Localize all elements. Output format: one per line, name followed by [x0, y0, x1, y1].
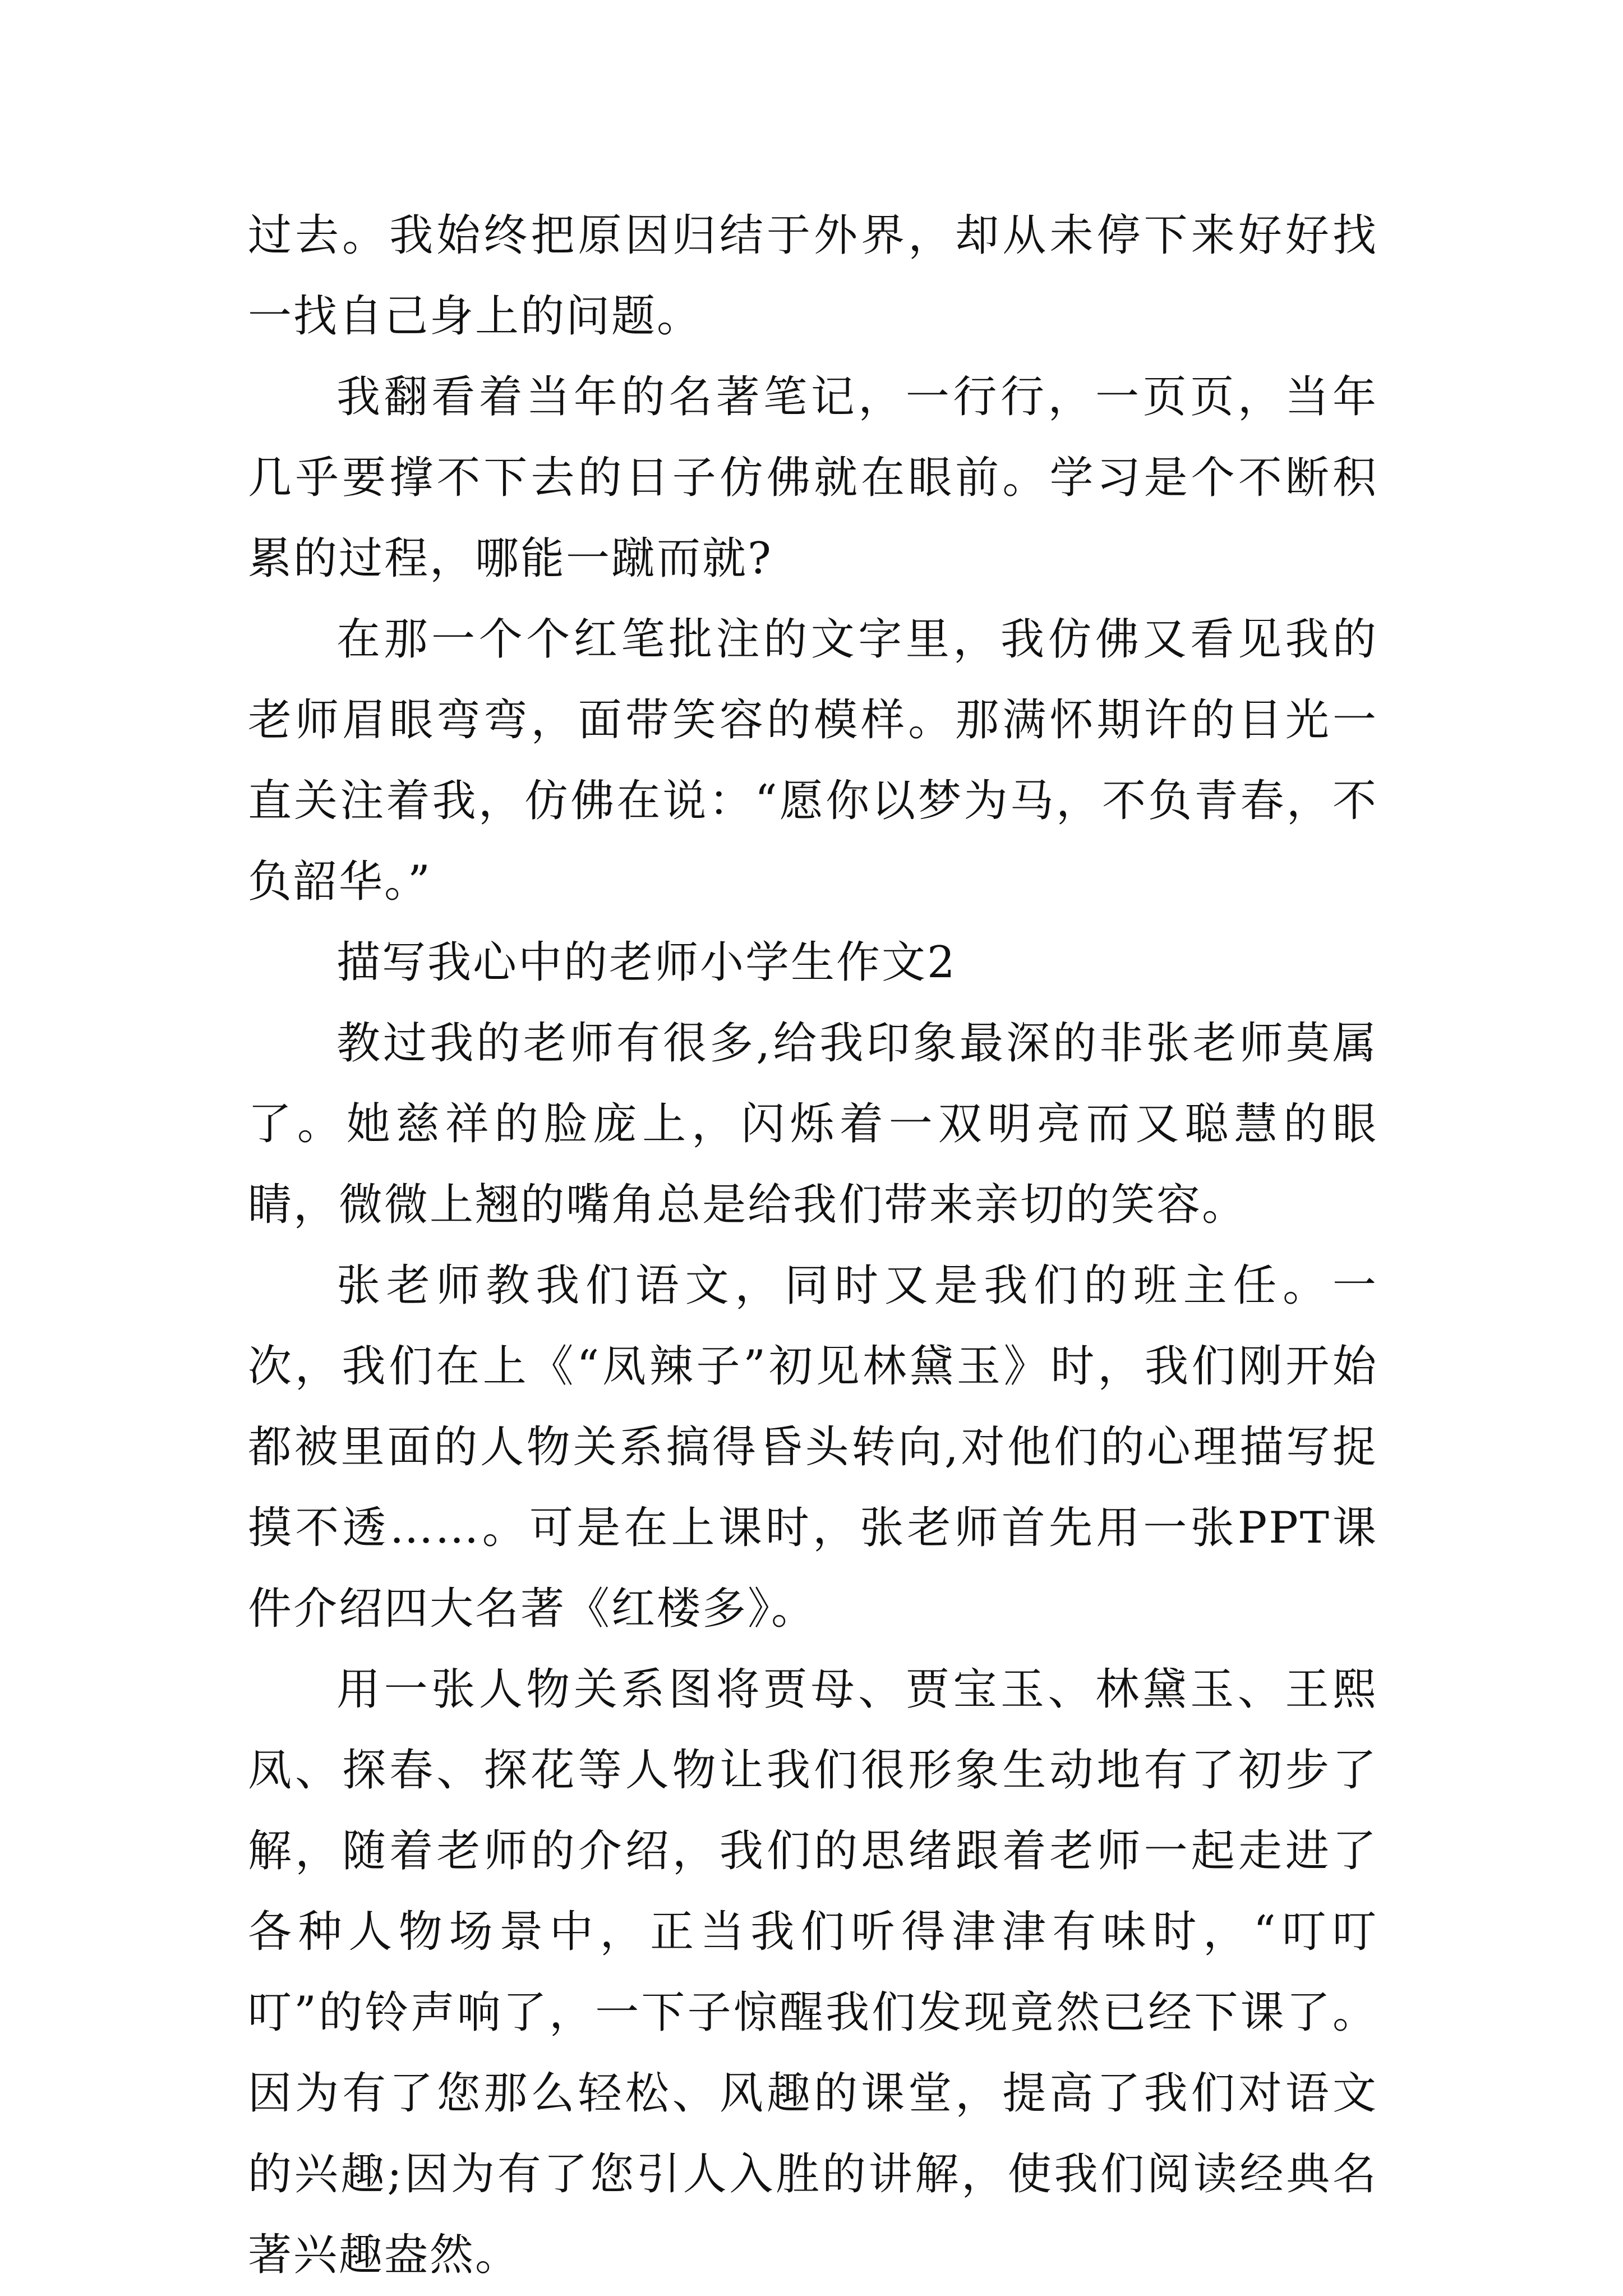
paragraph-notes: 我翻看着当年的名著笔记，一行行，一页页，当年几乎要撑不下去的日子仿佛就在眼前。学习是个不断积累的过程，哪能一蹴而就? — [248, 372, 1378, 584]
document-body — [248, 195, 1378, 2295]
paragraph-character-chart: 用一张人物关系图将贾母、贾宝玉、林黛玉、王熙凤、探春、探花等人物让我们很形象生动地有了初步了解，随着老师的介绍，我们的思绪跟着老师一起走进了各种人物场景中，正当我们听得津津有味时，“叮叮叮”的铃声响了，一下子惊醒我们发现竟然已经下课了。因为有了您那么轻松、风趣的课堂，提高了我们对语文的兴趣;因为有了您引人入胜的讲解，使我们阅读经典名著兴趣盎然。 — [248, 1664, 1378, 2280]
paragraph-continuation: 过去。我始终把原因归结于外界，却从未停下来好好找一找自己身上的问题。 — [248, 210, 1378, 342]
paragraph-teacher-description: 教过我的老师有很多,给我印象最深的非张老师莫属了。她慈祥的脸庞上，闪烁着一双明亮而又聪慧的眼睛，微微上翘的嘴角总是给我们带来亲切的笑容。 — [248, 1018, 1378, 1230]
section-title: 描写我心中的老师小学生作文2 — [336, 937, 957, 988]
paragraph-chinese-class: 张老师教我们语文，同时又是我们的班主任。一次，我们在上《“凤辣子”初见林黛玉》时，我们刚开始都被里面的人物关系搞得昏头转向,对他们的心理描写捉摸不透……。可是在上课时，张老师首先用一张PPT课件介绍四大名著《红楼多》。 — [248, 1260, 1378, 1634]
paragraph-teacher-memory: 在那一个个红笔批注的文字里，我仿佛又看见我的老师眉眼弯弯，面带笑容的模样。那满怀期许的目光一直关注着我，仿佛在说：“愿你以梦为马，不负青春，不负韶华。” — [248, 614, 1378, 907]
